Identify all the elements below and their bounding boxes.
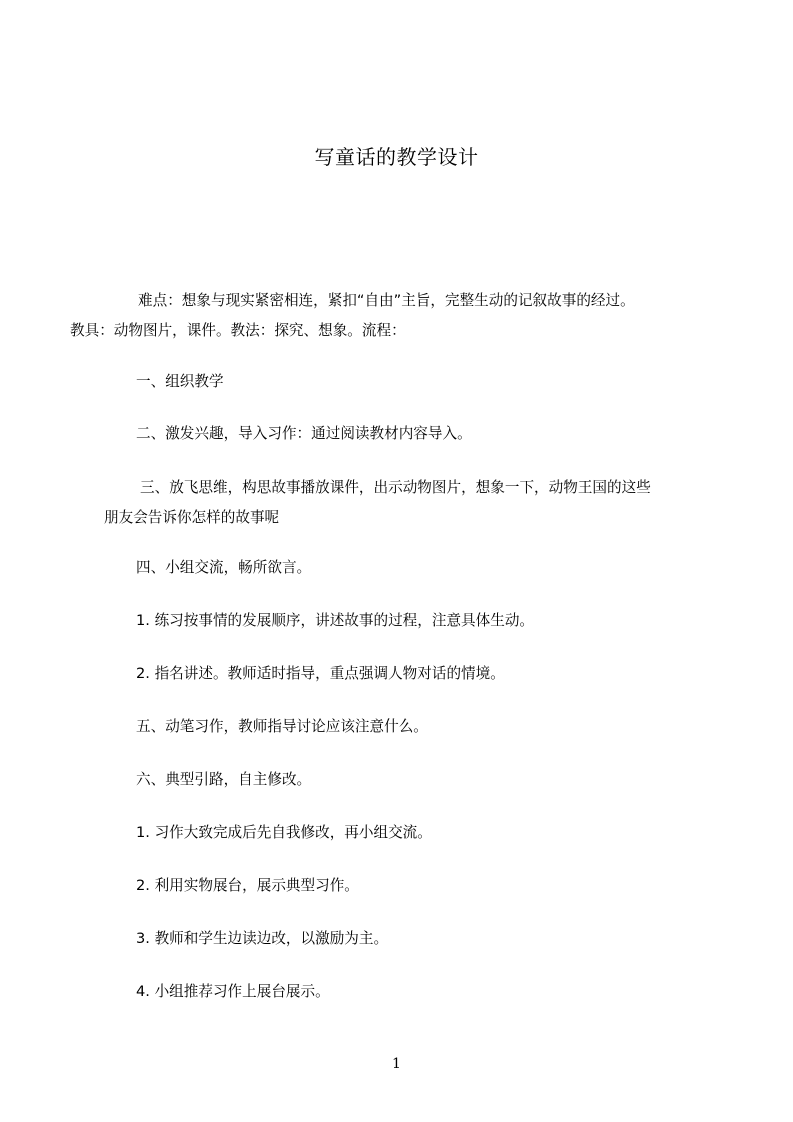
sub-step-read-revise: 3. 教师和学生边读边改，以激励为主。 [136, 930, 389, 947]
sub-step-recommend: 4. 小组推荐习作上展台展示。 [136, 983, 330, 1000]
step-organize: 一、组织教学 [136, 373, 224, 390]
step-brainstorm-line2: 朋友会告诉你怎样的故事呢 [104, 509, 280, 526]
document-title: 写童话的教学设计 [314, 145, 479, 169]
page-number: 1 [392, 1056, 401, 1072]
step-brainstorm-line1: 三、放飞思维，构思故事播放课件，出示动物图片，想象一下，动物王国的这些 [140, 479, 651, 496]
intro-line-difficulty: 难点：想象与现实紧密相连，紧扣“自由”主旨，完整生动的记叙故事的经过。 [138, 292, 635, 309]
sub-step-self-revise: 1. 习作大致完成后先自我修改，再小组交流。 [136, 824, 432, 841]
sub-step-narrate: 2. 指名讲述。教师适时指导，重点强调人物对话的情境。 [136, 665, 505, 682]
step-example-revision: 六、典型引路，自主修改。 [136, 771, 312, 788]
intro-line-tools: 教具：动物图片，课件。教法：探究、想象。流程： [70, 322, 406, 339]
sub-step-showcase: 2. 利用实物展台，展示典型习作。 [136, 877, 359, 894]
step-motivate: 二、激发兴趣，导入习作：通过阅读教材内容导入。 [136, 425, 472, 442]
step-brainstorm [104, 473, 710, 533]
step-writing: 五、动笔习作，教师指导讨论应该注意什么。 [136, 718, 428, 735]
step-group-exchange: 四、小组交流，畅所欲言。 [136, 559, 312, 576]
intro-paragraph [70, 286, 709, 346]
sub-step-practice: 1. 练习按事情的发展顺序，讲述故事的过程，注意具体生动。 [136, 612, 535, 629]
